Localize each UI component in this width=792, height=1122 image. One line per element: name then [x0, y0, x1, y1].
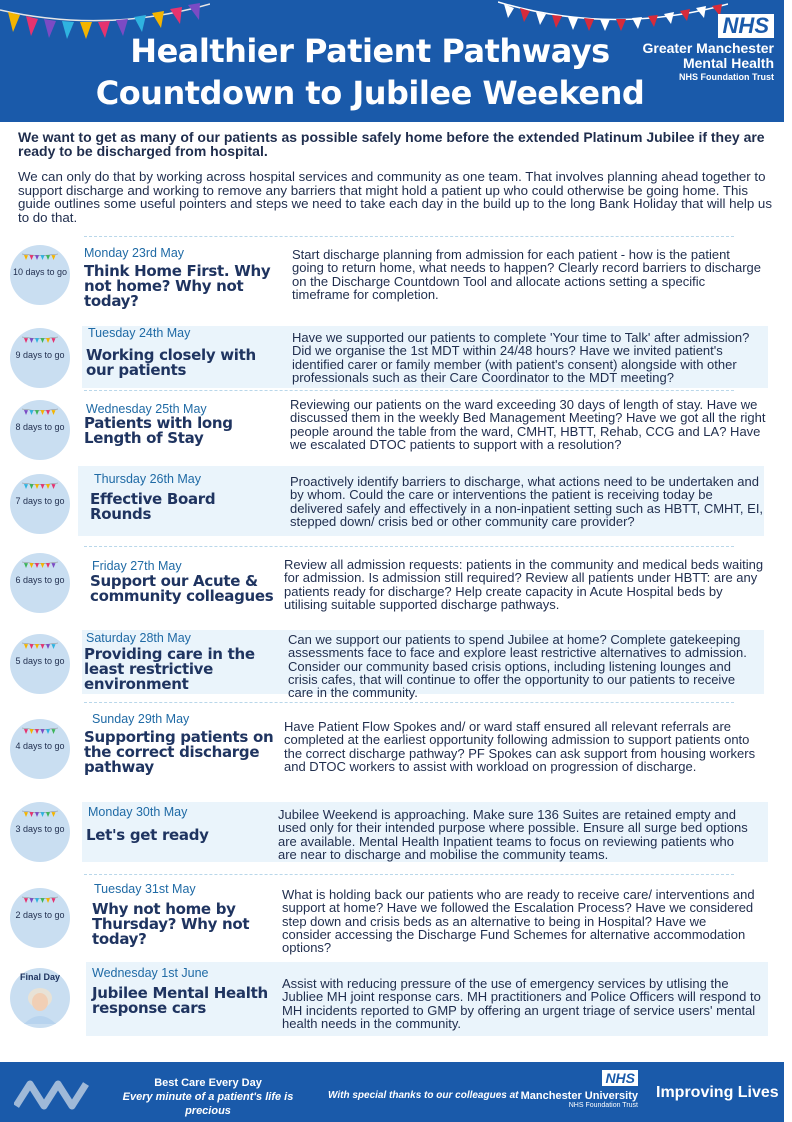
- mini-bunting-icon: [22, 336, 58, 344]
- countdown-label: 8 days to go: [15, 422, 65, 432]
- mu-trust: NHS Foundation Trust: [568, 1102, 638, 1109]
- day-date: Tuesday 24th May: [88, 326, 191, 340]
- day-date: Friday 27th May: [92, 559, 182, 573]
- day-description: Start discharge planning from admission for each patient - how is the patient going to return home, what needs to happen? Clearly record barriers to discharge on the Discharge Countdown Tool and allocate actions setting a specific timeframe for completion.: [292, 247, 761, 302]
- mini-bunting-icon: [22, 810, 58, 818]
- day-heading: Why not home by Thursday? Why not today?: [92, 900, 250, 948]
- countdown-label: 9 days to go: [15, 350, 65, 360]
- countdown-label: 3 days to go: [15, 824, 65, 834]
- countdown-circle: [10, 888, 70, 948]
- mini-bunting-icon: [22, 253, 58, 261]
- countdown-label: 10 days to go: [12, 267, 68, 277]
- day-heading: Patients with long Length of Stay: [84, 414, 233, 447]
- mini-bunting-icon: [22, 896, 58, 904]
- day-description: Can we support our patients to spend Jubilee at home? Complete gatekeeping assessments face to face and explore least restrictive alternatives to admission. Consider our community based crisis options, including listening lounges and crisis cafes, that will continue to offer the opportunity to our patients to receive care in the community.: [288, 632, 747, 701]
- footer-improving-lives: Improving Lives: [656, 1084, 779, 1101]
- countdown-circle: [10, 634, 70, 694]
- countdown-label: 2 days to go: [15, 910, 65, 920]
- day-description: Have Patient Flow Spokes and/ or ward staff ensured all relevant referrals are completed at the earliest opportunity following admission to support patients onto the correct discharge pathway? PF Spokes can ask support from housing workers and DTOC workers to assist with workload on progression of discharge.: [284, 719, 756, 774]
- countdown-circle: [10, 968, 70, 1028]
- day-heading: Working closely with our patients: [86, 346, 256, 379]
- countdown-label: Final Day: [19, 972, 60, 982]
- day-date: Monday 30th May: [88, 805, 188, 819]
- org-name-line2: Mental Health: [682, 55, 774, 71]
- day-divider: [84, 874, 734, 875]
- day-divider: [84, 546, 734, 547]
- trust-wave-logo: [14, 1074, 94, 1110]
- countdown-label: 6 days to go: [15, 575, 65, 585]
- countdown-circle: [10, 328, 70, 388]
- footer-banner: [0, 1062, 784, 1122]
- countdown-circle: [10, 802, 70, 862]
- day-divider: [84, 702, 734, 703]
- day-heading: Think Home First. Why not home? Why not today?: [84, 262, 271, 310]
- footer-best-care: Best Care Every Day: [154, 1077, 262, 1089]
- org-name-line1: Greater Manchester: [642, 40, 774, 56]
- mini-bunting-icon: [22, 408, 58, 416]
- day-description: Jubilee Weekend is approaching. Make sure 136 Suites are retained empty and used only for their intended purpose where possible. Ensure all surge bed options are available. Mental Health Inpatient teams to focus on reviewing patients who are near to discharge and mobilise the community teams.: [278, 807, 748, 862]
- day-description: Proactively identify barriers to discharge, what actions need to be undertaken and by whom. Could the care or interventions the patient is receiving today be delivered safely and effectively in a non-inpatient setting such as HBTT, CMHT, EI, stepped down/ crisis bed or other community care provider?: [290, 474, 764, 529]
- day-date: Monday 23rd May: [84, 246, 185, 260]
- org-name-line3: NHS Foundation Trust: [679, 72, 774, 82]
- day-description: Reviewing our patients on the ward exceeding 30 days of length of stay. Have we discussed them in the weekly Bed Management Meeting? Have we got all the right people around the table from the ward, CMHT, HBTT, Rehab, CCG and LA? Have we escalated DTOC patients to support with a resolution?: [290, 397, 766, 452]
- manchester-university-branding: [516, 1070, 638, 1109]
- countdown-label: 5 days to go: [15, 656, 65, 666]
- day-description: What is holding back our patients who are ready to receive care/ interventions and support at home? Have we followed the Escalation Process? Have we considered step down and crisis beds as an alternative to being in Hospital? Have we consider accessing the Discharge Fund Schemes for alternative accommodation options?: [282, 887, 755, 956]
- day-heading: Jubilee Mental Health response cars: [92, 984, 268, 1017]
- day-heading: Support our Acute & community colleagues: [90, 572, 274, 605]
- countdown-circle: [10, 719, 70, 779]
- day-description: Have we supported our patients to complete 'Your time to Talk' after admission? Did we organise the 1st MDT within 24/48 hours? Have we invited patient's identified carer or family member (with patient's consent) alongside with other professionals such as their Care Coordinator to the MDT meeting?: [292, 330, 750, 385]
- day-date: Wednesday 25th May: [86, 402, 207, 416]
- day-date: Wednesday 1st June: [92, 966, 209, 980]
- mini-bunting-icon: [22, 482, 58, 490]
- day-date: Thursday 26th May: [94, 472, 201, 486]
- day-heading: Supporting patients on the correct discharge pathway: [84, 728, 274, 776]
- footer-thanks: With special thanks to our colleagues at: [328, 1090, 519, 1101]
- mu-name: Manchester University: [520, 1090, 638, 1102]
- day-heading: Providing care in the least restrictive environment: [84, 645, 255, 693]
- day-date: Saturday 28th May: [86, 631, 191, 645]
- day-description: Review all admission requests: patients in the community and medical beds waiting for admission. Is admission still required? Review all patients under HBTT: are any patients ready for discharge? Help create capacity in Acute Hospital beds by utilising suitable supported discharge pathways.: [284, 557, 764, 612]
- countdown-label: 7 days to go: [15, 496, 65, 506]
- page-title-line2: Countdown to Jubilee Weekend: [95, 74, 645, 112]
- page-title-line1: Healthier Patient Pathways: [130, 32, 610, 70]
- countdown-circle: [10, 474, 70, 534]
- countdown-circle: [10, 553, 70, 613]
- day-divider: [84, 236, 734, 237]
- intro-headline: We want to get as many of our patients as possible safely home before the extended Platinum Jubilee if they are ready to be discharged from hospital.: [18, 129, 765, 159]
- mini-bunting-icon: [22, 727, 58, 735]
- day-heading: Let's get ready: [86, 826, 209, 844]
- mini-bunting-icon: [22, 642, 58, 650]
- footer-tagline: Every minute of a patient's life is precious: [122, 1091, 294, 1117]
- footer-nhs-logo: NHS: [602, 1070, 638, 1086]
- countdown-label: 4 days to go: [15, 741, 65, 751]
- day-date: Tuesday 31st May: [94, 882, 196, 896]
- footer-slogan: [108, 1076, 308, 1118]
- mini-bunting-icon: [22, 561, 58, 569]
- intro-body: We can only do that by working across hospital services and community as one team. That involves planning ahead together to support discharge and working to remove any barriers that might hold a patient up who could otherwise be going home. This guide outlines some useful pointers and steps we need to take each day in the build up to the long Bank Holiday that will help us to do that.: [18, 169, 772, 225]
- countdown-circle: [10, 400, 70, 460]
- day-date: Sunday 29th May: [92, 712, 190, 726]
- day-description: Assist with reducing pressure of the use of emergency services by utlising the Jubliee MH joint response cars. MH practitioners and Police Officers will respond to MH incidents reported to GMP by offering an urgent triage of service users' mental health needs in the community.: [282, 976, 761, 1031]
- countdown-circle: [10, 245, 70, 305]
- nhs-logo: NHS: [718, 14, 774, 38]
- queen-portrait-icon: [18, 984, 62, 1024]
- day-heading: Effective Board Rounds: [90, 490, 216, 523]
- header-banner: [0, 0, 784, 122]
- day-divider: [84, 390, 734, 391]
- nhs-trust-branding: [642, 14, 774, 83]
